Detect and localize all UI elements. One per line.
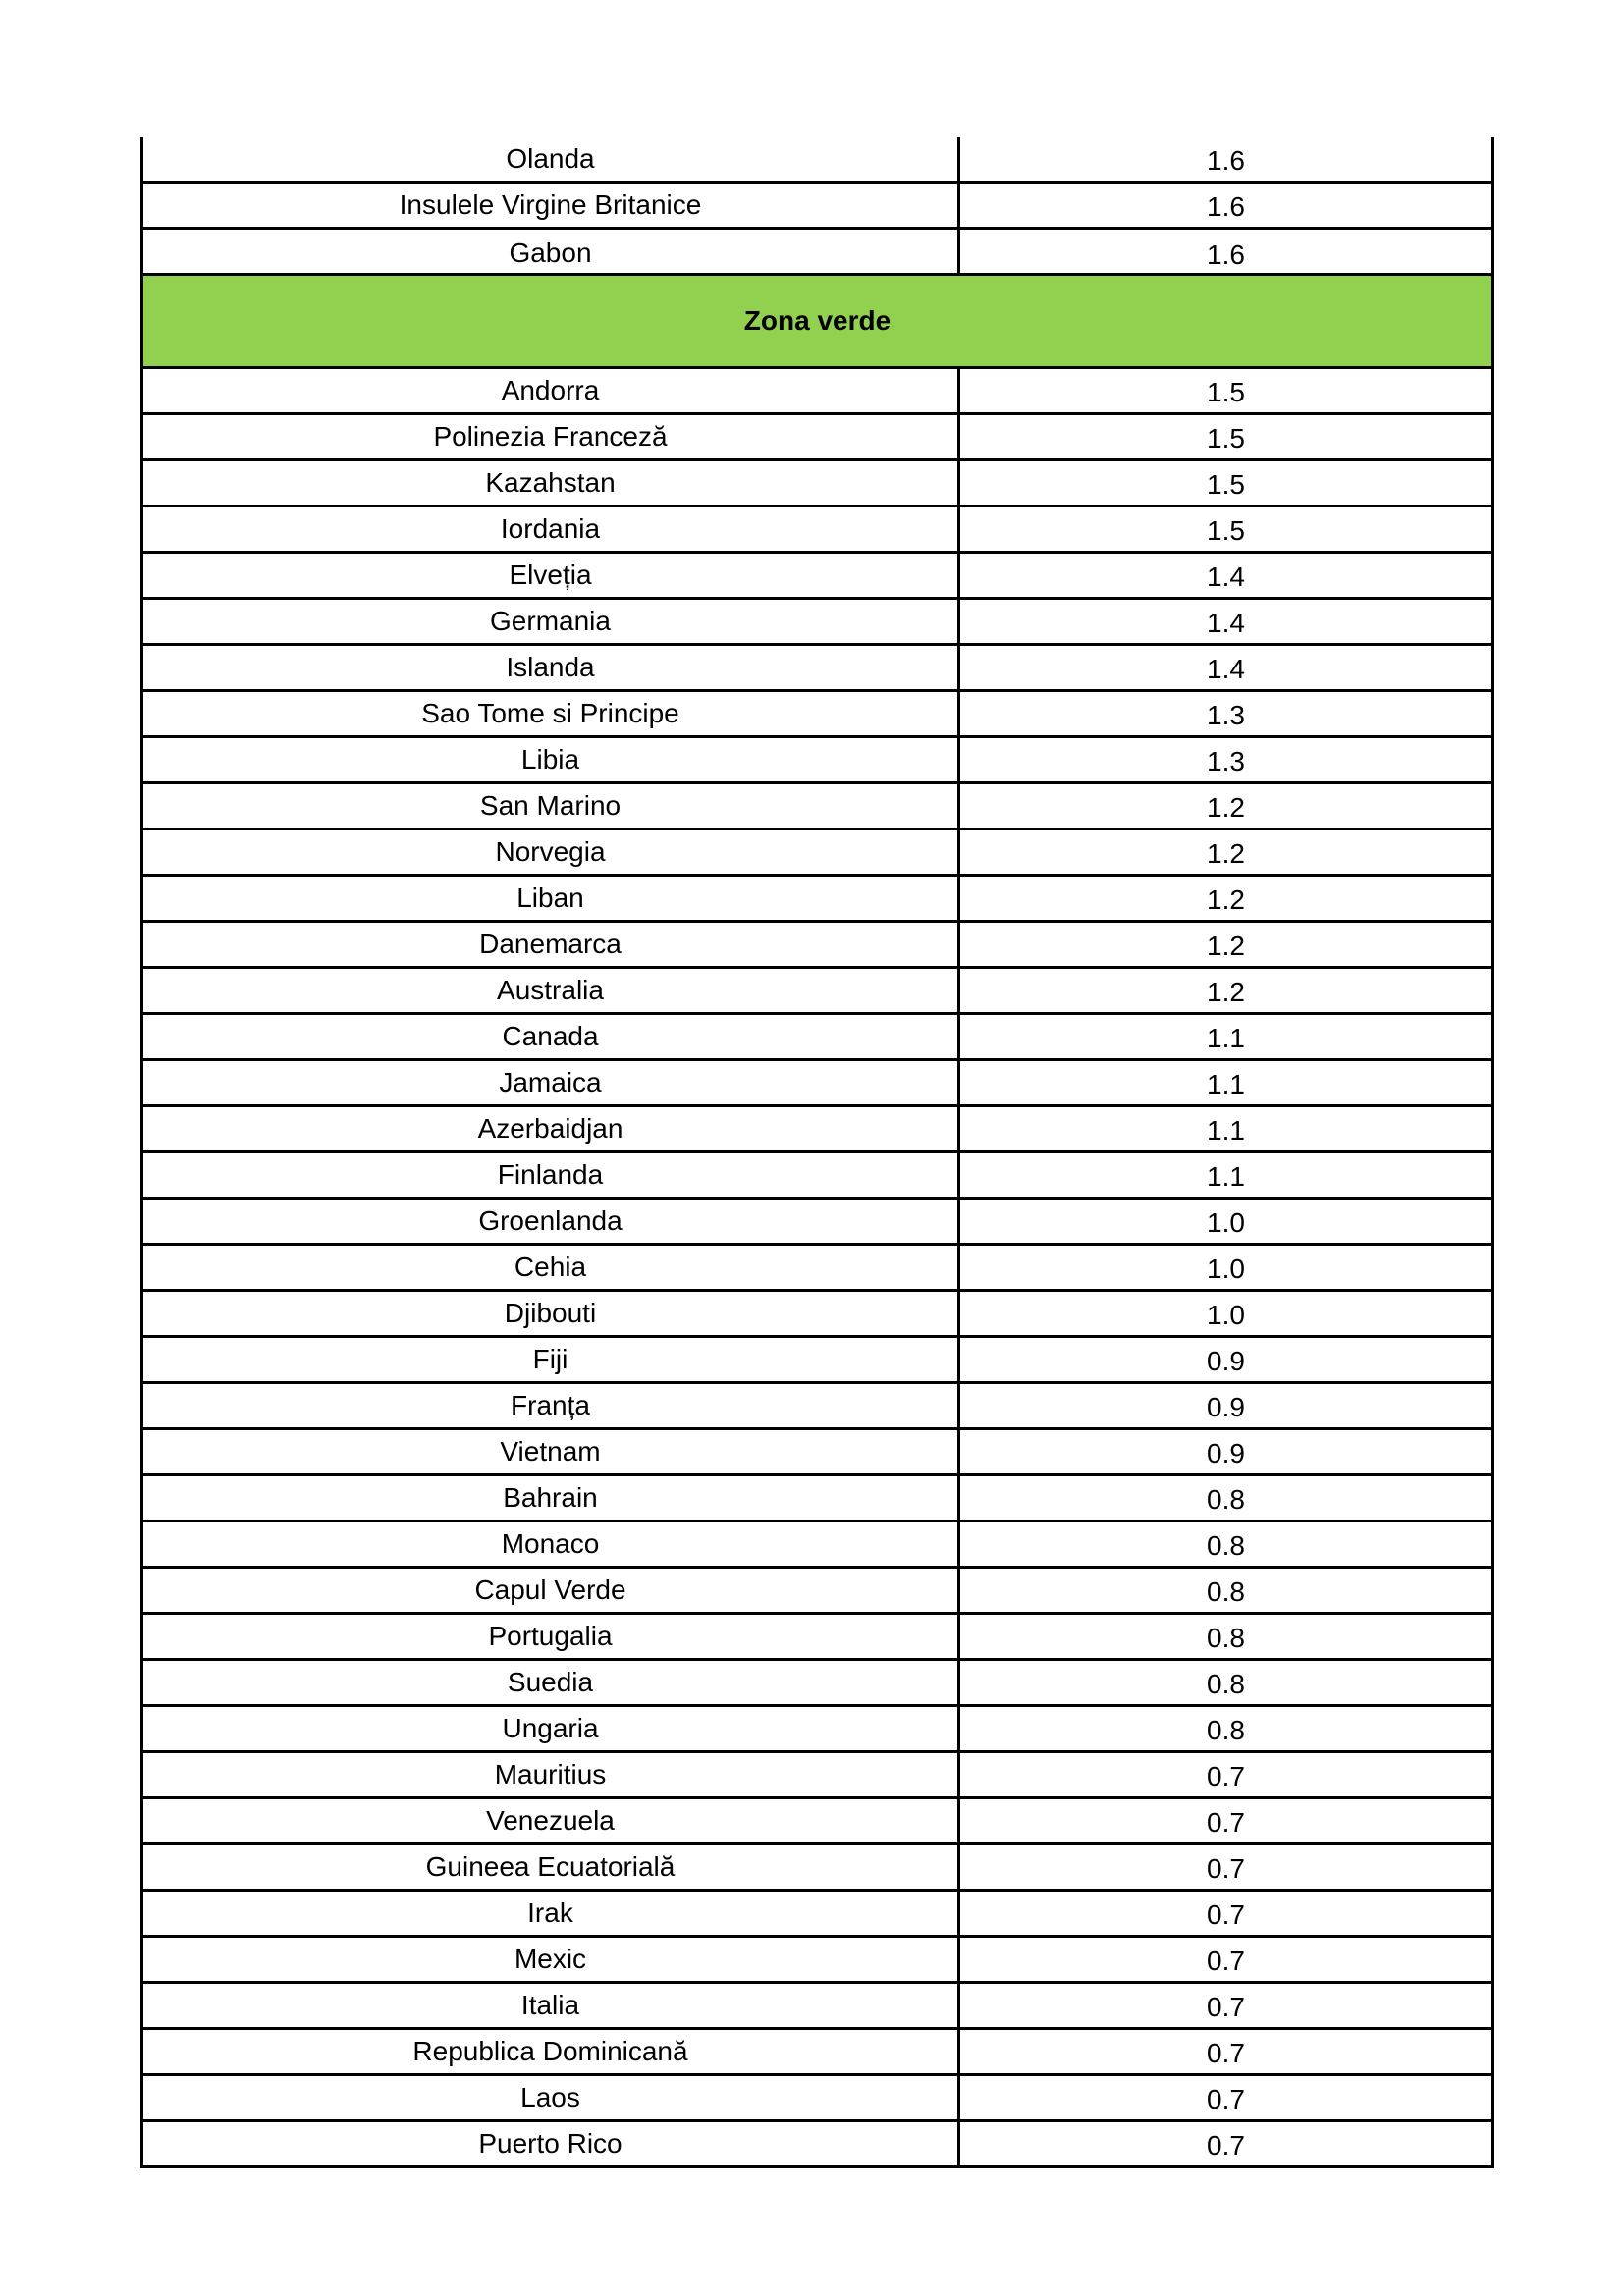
country-cell: Portugalia	[143, 1615, 960, 1658]
value-cell: 1.2	[1207, 884, 1245, 915]
value-cell: 1.5	[1207, 515, 1245, 546]
value-cell: 1.3	[1207, 700, 1245, 730]
table-row	[143, 1246, 1491, 1292]
country-cell: Olanda	[143, 137, 960, 181]
zone-header	[143, 273, 1491, 369]
table-row	[143, 1200, 1491, 1246]
value-cell: 0.7	[1207, 1807, 1245, 1838]
country-cell: Jamaica	[143, 1061, 960, 1104]
table-row	[143, 1522, 1491, 1569]
value-cell: 1.2	[1207, 792, 1245, 823]
value-cell: 1.6	[1207, 191, 1245, 222]
table-row	[143, 1892, 1491, 1938]
table-row	[143, 600, 1491, 646]
country-cell: Germania	[143, 600, 960, 643]
table-row	[143, 1615, 1491, 1661]
value-cell: 0.8	[1207, 1530, 1245, 1561]
country-cell: Gabon	[143, 230, 960, 276]
table-row	[143, 554, 1491, 600]
country-cell: Mauritius	[143, 1753, 960, 1796]
table-row	[143, 877, 1491, 923]
table-row	[143, 461, 1491, 507]
country-cell: Kazahstan	[143, 461, 960, 505]
table-row	[143, 1799, 1491, 1845]
country-cell: Vietnam	[143, 1430, 960, 1473]
value-cell: 0.7	[1207, 2038, 1245, 2068]
country-cell: Finlanda	[143, 1153, 960, 1197]
country-cell: Liban	[143, 877, 960, 920]
country-cell: Guineea Ecuatorială	[143, 1845, 960, 1889]
value-cell: 1.4	[1207, 654, 1245, 684]
table-row	[143, 1384, 1491, 1430]
table-row	[143, 2030, 1491, 2076]
table-row	[143, 1015, 1491, 1061]
value-cell: 1.5	[1207, 377, 1245, 407]
country-cell: Ungaria	[143, 1707, 960, 1750]
value-cell: 1.0	[1207, 1254, 1245, 1284]
value-cell: 1.1	[1207, 1115, 1245, 1146]
table-row	[143, 738, 1491, 784]
table-row	[143, 784, 1491, 830]
table-row	[143, 1661, 1491, 1707]
country-cell: Fiji	[143, 1338, 960, 1381]
value-cell: 1.4	[1207, 608, 1245, 638]
value-cell: 0.9	[1207, 1392, 1245, 1422]
country-cell: Puerto Rico	[143, 2122, 960, 2165]
table-row	[143, 1107, 1491, 1153]
country-cell: Capul Verde	[143, 1569, 960, 1612]
country-cell: Italia	[143, 1984, 960, 2027]
country-cell: Insulele Virgine Britanice	[143, 184, 960, 227]
table-row	[143, 1430, 1491, 1476]
value-cell: 1.5	[1207, 469, 1245, 500]
table-row	[143, 1938, 1491, 1984]
table-row	[143, 1476, 1491, 1522]
table-row	[143, 184, 1491, 230]
table-row	[143, 1338, 1491, 1384]
country-cell: Laos	[143, 2076, 960, 2119]
value-cell: 0.7	[1207, 1761, 1245, 1791]
value-cell: 1.5	[1207, 423, 1245, 454]
country-cell: Polinezia Franceză	[143, 415, 960, 458]
value-cell: 1.6	[1207, 239, 1245, 270]
value-cell: 0.7	[1207, 2084, 1245, 2114]
country-cell: Elveția	[143, 554, 960, 597]
country-cell: Groenlanda	[143, 1200, 960, 1243]
value-cell: 1.1	[1207, 1161, 1245, 1192]
table-row	[143, 137, 1491, 184]
table-row	[143, 969, 1491, 1015]
table-row	[143, 1061, 1491, 1107]
country-cell: Monaco	[143, 1522, 960, 1566]
country-cell: Mexic	[143, 1938, 960, 1981]
value-cell: 0.8	[1207, 1669, 1245, 1699]
country-cell: Islanda	[143, 646, 960, 689]
value-cell: 0.7	[1207, 1992, 1245, 2022]
country-cell: Djibouti	[143, 1292, 960, 1335]
table-row	[143, 2122, 1491, 2165]
country-cell: Azerbaidjan	[143, 1107, 960, 1150]
table-row	[143, 2076, 1491, 2122]
country-cell: Venezuela	[143, 1799, 960, 1842]
value-cell: 1.4	[1207, 561, 1245, 592]
green-zone-rows	[143, 369, 1491, 2165]
table-row	[143, 369, 1491, 415]
country-cell: Iordania	[143, 507, 960, 551]
country-cell: Canada	[143, 1015, 960, 1058]
country-cell: Australia	[143, 969, 960, 1012]
country-cell: Franța	[143, 1384, 960, 1427]
value-cell: 0.8	[1207, 1715, 1245, 1745]
table-row	[143, 1569, 1491, 1615]
table-row	[143, 1707, 1491, 1753]
value-cell: 1.1	[1207, 1069, 1245, 1099]
table-row	[143, 692, 1491, 738]
table-row	[143, 923, 1491, 969]
table-row	[143, 415, 1491, 461]
table-row	[143, 507, 1491, 554]
country-rate-table	[140, 137, 1494, 2168]
country-cell: Andorra	[143, 369, 960, 412]
table-row	[143, 830, 1491, 877]
value-cell: 0.7	[1207, 1946, 1245, 1976]
value-cell: 1.3	[1207, 746, 1245, 776]
value-cell: 1.2	[1207, 977, 1245, 1007]
table-row	[143, 1845, 1491, 1892]
country-cell: Irak	[143, 1892, 960, 1935]
value-cell: 0.8	[1207, 1623, 1245, 1653]
value-cell: 1.2	[1207, 931, 1245, 961]
value-cell: 1.1	[1207, 1023, 1245, 1053]
country-cell: Libia	[143, 738, 960, 781]
country-cell: Danemarca	[143, 923, 960, 966]
table-row	[143, 1153, 1491, 1200]
table-row	[143, 1753, 1491, 1799]
country-cell: Republica Dominicană	[143, 2030, 960, 2073]
table-row	[143, 646, 1491, 692]
country-cell: San Marino	[143, 784, 960, 828]
value-cell: 0.8	[1207, 1484, 1245, 1515]
table-row	[143, 1984, 1491, 2030]
value-cell: 1.0	[1207, 1300, 1245, 1330]
value-cell: 0.7	[1207, 1853, 1245, 1884]
country-cell: Norvegia	[143, 830, 960, 874]
country-cell: Suedia	[143, 1661, 960, 1704]
value-cell: 0.7	[1207, 2130, 1245, 2161]
value-cell: 0.9	[1207, 1346, 1245, 1376]
value-cell: 0.7	[1207, 1899, 1245, 1930]
table-row	[143, 1292, 1491, 1338]
country-cell: Sao Tome si Principe	[143, 692, 960, 735]
country-cell: Cehia	[143, 1246, 960, 1289]
zone-title: Zona verde	[743, 305, 892, 336]
table-row	[143, 230, 1491, 276]
value-cell: 0.8	[1207, 1576, 1245, 1607]
value-cell: 1.2	[1207, 838, 1245, 869]
value-cell: 0.9	[1207, 1438, 1245, 1468]
value-cell: 1.6	[1207, 145, 1245, 176]
country-cell: Bahrain	[143, 1476, 960, 1520]
value-cell: 1.0	[1207, 1207, 1245, 1238]
